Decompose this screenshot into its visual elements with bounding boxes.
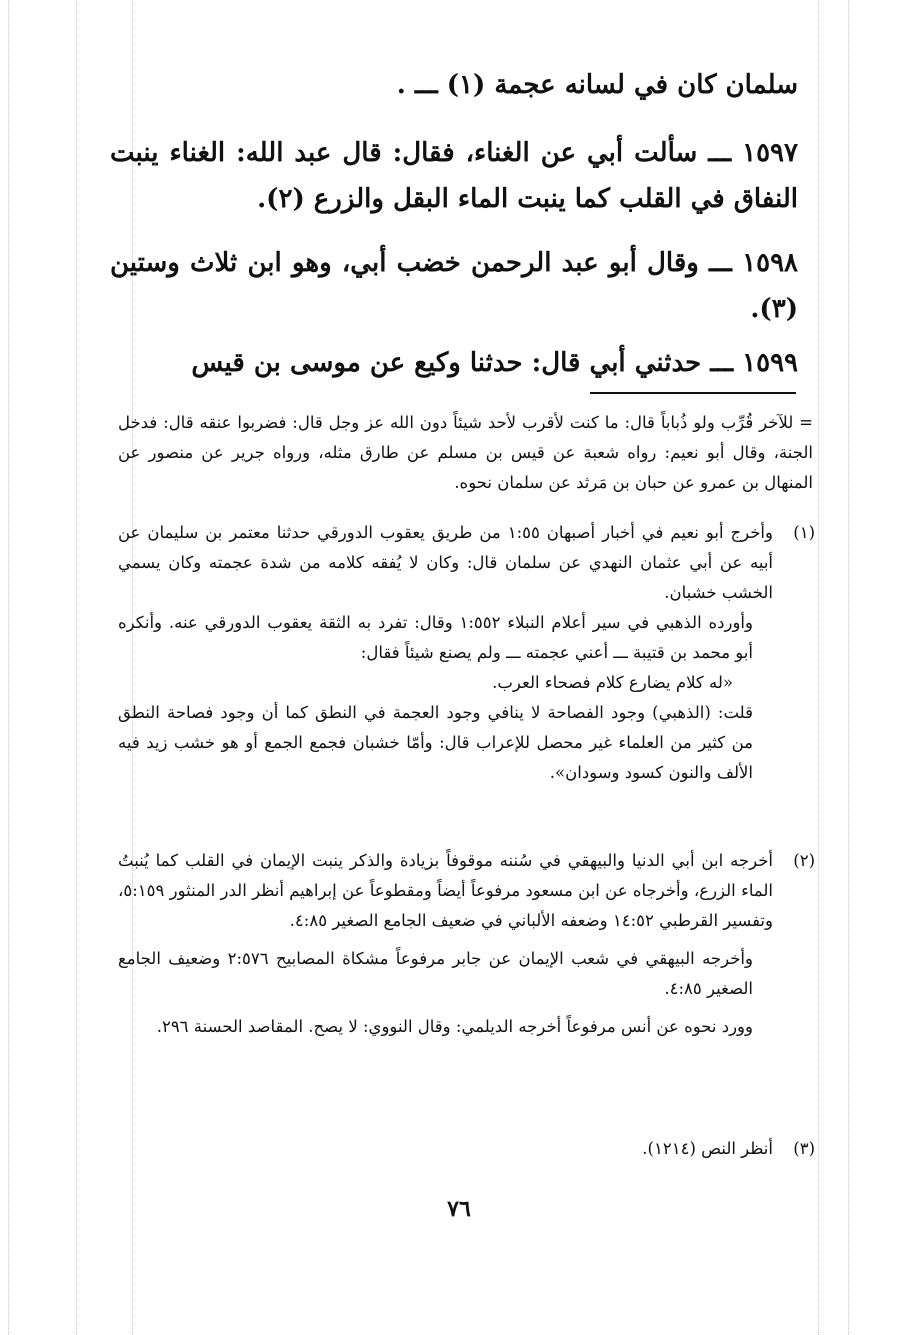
- entry-number: ١٥٩٨: [742, 248, 798, 278]
- entry-number: ١٥٩٧: [742, 138, 798, 168]
- footnote-paragraph: أخرجه ابن أبي الدنيا والبيهقي في سُننه موقوفاً بزيادة والذكر ينبت الإيمان في القلب كما يُنبتُ الماء الزرع، وأخرجاه عن ابن مسعود مرفوعاً أيضاً ومقطوعاً عن إبراهيم أنظر الدر المنثور ٥:١٥٩، وتفسير القرطبي ١٤:٥٢ وضعفه الألباني في ضعيف الجامع الصغير ٤:٨٥.: [118, 851, 773, 930]
- scan-guide-left: [8, 0, 9, 1335]
- footnote-marker: (٣): [793, 1139, 815, 1158]
- footnote-3: [118, 1134, 813, 1164]
- footnote-paragraph: أنظر النص (١٢١٤).: [642, 1139, 773, 1158]
- entry-text: ـــ سألت أبي عن الغناء، فقال: قال عبد الله: الغناء ينبت النفاق في القلب كما ينبت الماء البقل والزرع (٢).: [110, 138, 798, 214]
- entry-text: ـــ حدثني أبي قال: حدثنا وكيع عن موسى بن قيس: [191, 348, 734, 378]
- footnote-paragraph: قلت: (الذهبي) وجود الفصاحة لا ينافي وجود العجمة في النطق كما أن وجود فصاحة النطق من كثير من العلماء غير محصل للإعراب قال: وأمّا خشبان فجمع الجمع أو هو خشب زيد فيه الألف والنون كسود وسودان».: [118, 703, 753, 782]
- scan-guide-left-inner: [76, 0, 77, 1335]
- footnote-paragraph: «له كلام يضارع كلام فصحاء العرب.: [492, 673, 733, 692]
- entry-1597: [110, 130, 798, 222]
- footnote-continuation-text: = للآخر قُرِّب ولو ذُباباً قال: ما كنت لأقرب لأحد شيئاً دون الله عز وجل قال: فضربوا عنقه قال: فدخل الجنة، وقال أبو نعيم: رواه شعبة عن قيس بن مسلم عن طارق مثله، ورواه جرير عن منصور عن المنهال بن عمرو عن حبان بن مَرثد عن سلمان نحوه.: [118, 413, 813, 492]
- entry-number: ١٥٩٩: [742, 348, 798, 378]
- footnote-2: [118, 846, 813, 1042]
- entry-text: ـــ وقال أبو عبد الرحمن خضب أبي، وهو ابن ثلاث وستين (٣).: [110, 248, 798, 324]
- continued-line: سلمان كان في لسانه عجمة (١) ـــ .: [396, 70, 798, 100]
- footnote-continuation: [118, 408, 813, 498]
- scan-guide-right: [848, 0, 849, 1335]
- scan-guide-right-margin: [818, 0, 819, 1335]
- entry-1598: [110, 240, 798, 332]
- footnote-paragraph: وأخرج أبو نعيم في أخبار أصبهان ١:٥٥ من طريق يعقوب الدورقي حدثنا معتمر بن سليمان عن أبيه عن أبي عثمان النهدي عن سلمان قال: وكان لا يُفقه كلامه من شدة عجمته وكان يسمي الخشب خشبان.: [118, 523, 773, 602]
- main-text-line-continued: [110, 62, 798, 108]
- footnote-separator: [590, 392, 796, 394]
- footnote-marker: (١): [793, 523, 815, 542]
- entry-1599: [110, 340, 798, 386]
- footnote-paragraph: وورد نحوه عن أنس مرفوعاً أخرجه الديلمي: وقال النووي: لا يصح. المقاصد الحسنة ٢٩٦.: [156, 1017, 753, 1036]
- footnote-paragraph: وأخرجه البيهقي في شعب الإيمان عن جابر مرفوعاً مشكاة المصابيح ٢:٥٧٦ وضعيف الجامع الصغير ٤:٨٥.: [118, 949, 753, 998]
- page-number: ٧٦: [447, 1196, 471, 1222]
- footnote-1: [118, 518, 813, 788]
- footnote-marker: (٢): [793, 851, 815, 870]
- footnote-paragraph: وأورده الذهبي في سير أعلام النبلاء ١:٥٥٢ وقال: تفرد به الثقة يعقوب الدورقي عنه. وأنكره أبو محمد بن قتيبة ـــ أعني عجمته ـــ ولم يصنع شيئاً فقال:: [118, 613, 753, 662]
